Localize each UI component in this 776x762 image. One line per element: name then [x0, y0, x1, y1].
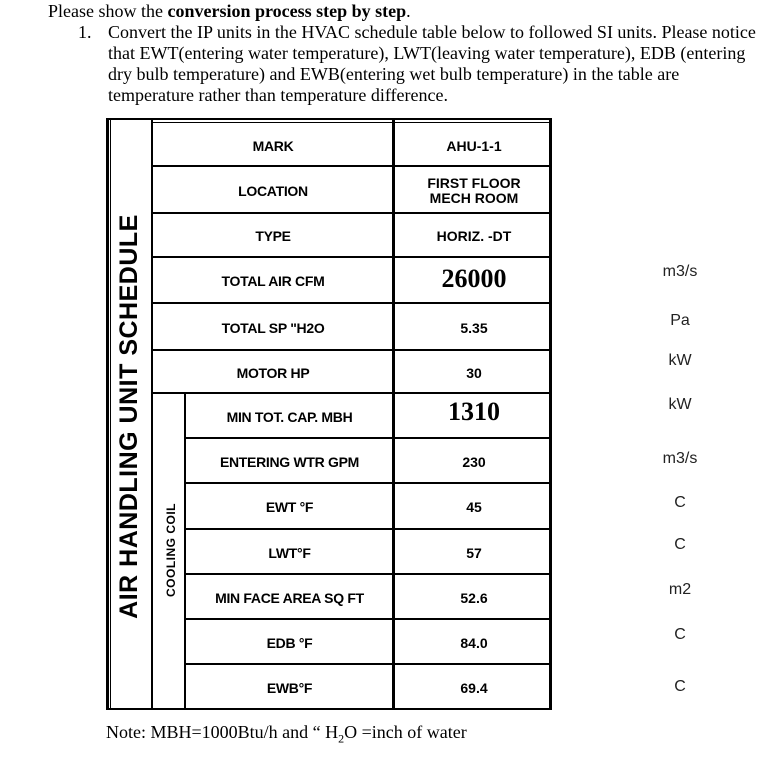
row-label-ewb: EWB°F	[266, 679, 313, 696]
row-label-total-air-cfm: TOTAL AIR CFM	[221, 273, 325, 289]
row-label-type: TYPE	[255, 228, 291, 244]
row-label-entering-wtr-gpm: ENTERING WTR GPM	[219, 453, 360, 470]
row-value-motor-hp: 30	[466, 364, 482, 381]
footnote-prefix: Note: MBH=1000Btu/h and “ H	[106, 722, 339, 742]
row-value-min-tot-cap: 1310	[448, 397, 500, 426]
unit-lwt: C	[674, 536, 686, 553]
unit-min-tot-cap: kW	[668, 396, 692, 413]
row-label-min-tot-cap: MIN TOT. CAP. MBH	[226, 408, 353, 425]
instruction-suffix: .	[406, 1, 411, 21]
row-value-edb: 84.0	[460, 634, 488, 651]
row-value-location: FIRST FLOOR MECH ROOM	[427, 174, 521, 206]
row-value-type: HORIZ. -DT	[436, 228, 512, 244]
row-value-entering-wtr-gpm: 230	[462, 453, 486, 470]
row-value-min-face-area: 52.6	[460, 589, 488, 606]
question-text: Convert the IP units in the HVAC schedule table below to followed SI units. Please notice that EWT(entering water temperature), LWT(leaving water temperature), EDB (entering dry bulb temperature) and EWB(entering wet bulb temperature) in the table are temperature rather than temperature difference.	[108, 22, 756, 105]
instruction-line	[48, 1, 411, 22]
row-label-total-sp: TOTAL SP "H2O	[221, 319, 325, 336]
unit-edb: C	[674, 626, 686, 643]
row-label-location: LOCATION	[238, 182, 308, 199]
row-label-edb: EDB °F	[266, 634, 313, 651]
cooling-coil-group-label: COOLING COIL	[164, 503, 178, 597]
row-value-lwt: 57	[466, 544, 482, 561]
unit-motor-hp: kW	[668, 352, 692, 369]
unit-ewb: C	[674, 678, 686, 695]
row-label-mark: MARK	[252, 137, 294, 154]
row-value-ewb: 69.4	[460, 679, 488, 696]
question-number: 1.	[78, 22, 92, 42]
row-label-ewt: EWT °F	[265, 499, 314, 515]
row-label-lwt: LWT°F	[268, 544, 311, 561]
row-value-ewt: 45	[466, 499, 482, 515]
unit-ewt: C	[674, 494, 686, 511]
row-label-min-face-area: MIN FACE AREA SQ FT	[215, 589, 364, 606]
instruction-bold: conversion process step by step	[167, 1, 407, 21]
unit-total-sp: Pa	[670, 312, 690, 329]
schedule-title: AIR HANDLING UNIT SCHEDULE	[114, 213, 143, 619]
row-value-total-air-cfm: 26000	[441, 264, 507, 293]
row-label-motor-hp: MOTOR HP	[236, 364, 310, 381]
unit-entering-wtr-gpm: m3/s	[662, 450, 698, 467]
row-value-mark: AHU-1-1	[446, 137, 502, 154]
unit-total-air-cfm: m3/s	[662, 263, 698, 280]
footnote-subscript: 2	[338, 731, 345, 746]
unit-min-face-area: m2	[668, 581, 692, 598]
footnote	[106, 722, 467, 747]
instruction-prefix: Please show the	[48, 1, 168, 21]
row-value-total-sp: 5.35	[460, 319, 488, 336]
footnote-suffix: O =inch of water	[344, 722, 467, 742]
